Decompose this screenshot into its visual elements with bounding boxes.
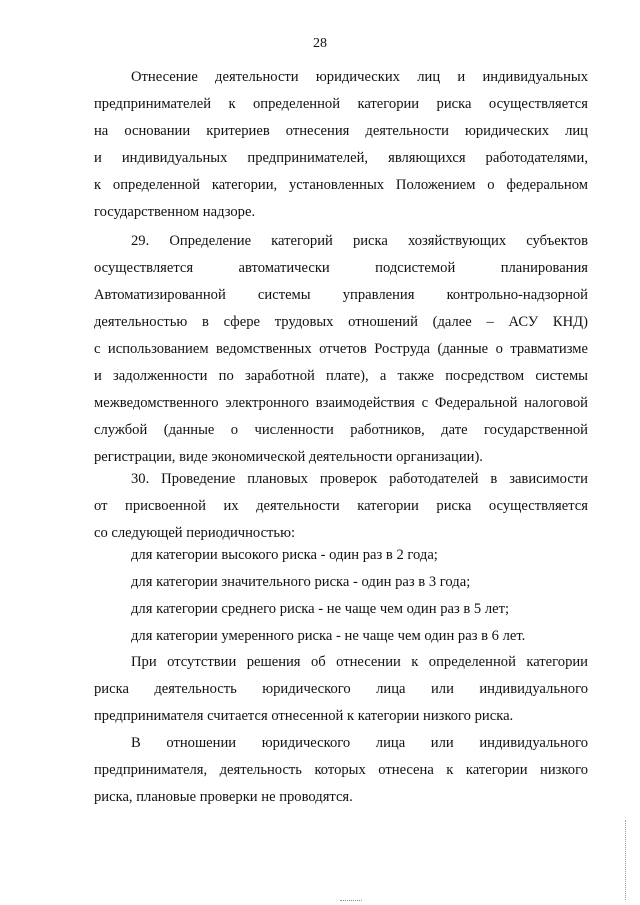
text-line: 30. Проведение плановых проверок работодателей в зависимости — [131, 471, 588, 487]
page-number: 28 — [313, 36, 327, 51]
text-line: со следующей периодичностью: — [94, 525, 296, 541]
text-line: Автоматизированной системы управления контрольно-надзорной — [94, 287, 588, 303]
text-line: Отнесение деятельности юридических лиц и индивидуальных — [131, 69, 588, 85]
text-line: осуществляется автоматически подсистемой планирования — [94, 260, 588, 276]
text-line: В отношении юридического лица или индивидуального — [131, 735, 588, 751]
text-line: регистрации, виде экономической деятельности организации). — [94, 449, 483, 465]
text-line: для категории умеренного риска - не чаще чем один раз в 6 лет. — [131, 628, 526, 644]
text-line: для категории высокого риска - один раз в 2 года; — [131, 547, 438, 563]
text-line: и задолженности по заработной плате), а также посредством системы — [94, 368, 588, 384]
scan-artifact-edge — [625, 820, 628, 900]
scan-artifact-mark — [340, 900, 362, 904]
text-line: 29. Определение категорий риска хозяйствующих субъектов — [131, 233, 588, 249]
text-line: риска деятельность юридического лица или индивидуального — [94, 681, 588, 697]
text-line: от присвоенной их деятельности категории риска осуществляется — [94, 498, 588, 514]
text-line: деятельностью в сфере трудовых отношений (далее – АСУ КНД) — [94, 314, 588, 330]
text-line: риска, плановые проверки не проводятся. — [94, 789, 353, 805]
text-line: При отсутствии решения об отнесении к определенной категории — [131, 654, 588, 670]
text-line: с использованием ведомственных отчетов Роструда (данные о травматизме — [94, 341, 588, 357]
text-line: предпринимателя, деятельность которых отнесена к категории низкого — [94, 762, 588, 778]
text-line: службой (данные о численности работников, дате государственной — [94, 422, 588, 438]
text-line: для категории среднего риска - не чаще чем один раз в 5 лет; — [131, 601, 510, 617]
text-line: государственном надзоре. — [94, 204, 256, 220]
text-line: предпринимателей к определенной категории риска осуществляется — [94, 96, 588, 112]
text-line: предпринимателя считается отнесенной к категории низкого риска. — [94, 708, 514, 724]
text-line: межведомственного электронного взаимодействия с Федеральной налоговой — [94, 395, 588, 411]
text-line: на основании критериев отнесения деятельности юридических лиц — [94, 123, 588, 139]
text-line: к определенной категории, установленных Положением о федеральном — [94, 177, 588, 193]
text-line: и индивидуальных предпринимателей, являющихся работодателями, — [94, 150, 588, 166]
text-line: для категории значительного риска - один раз в 3 года; — [131, 574, 471, 590]
